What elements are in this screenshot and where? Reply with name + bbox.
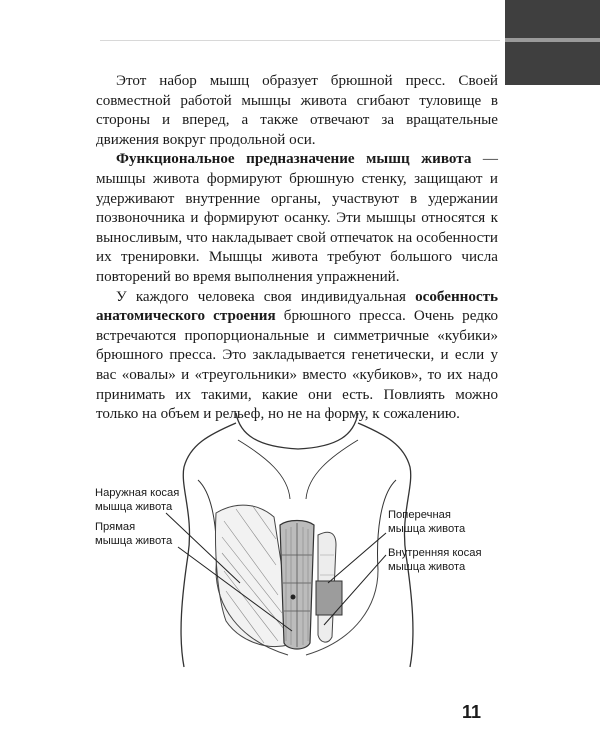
page-number: 11 [462,702,482,722]
label-external-oblique-line1: Наружная косая [95,487,180,499]
label-rectus [95,521,172,548]
label-transverse [388,509,465,536]
label-transverse-line2: мышца живота [388,522,466,535]
internal-oblique-muscle [316,581,342,615]
paragraph-3-term: особенность анатомического строения [96,288,498,325]
paragraph-1: Этот набор мышц образует брюшной пресс. Своей совместной работой мышцы живота сгибают туловище в стороны и вперед, а также отвечают за вращательные движения вокруг продольной оси. [96,73,498,148]
neck-line [236,413,358,449]
edge-tab-band [505,38,600,42]
paragraph-2-term: Функциональное предназначение мышц живота [116,151,472,168]
label-internal-oblique [388,547,482,574]
label-transverse-line1: Поперечная [388,509,451,521]
paragraph-2-text: — мышцы живота формируют брюшную стенку, защищают и удерживают внутренние органы, участвуют в удержании позвоночника и формируют осанку. Эти мышцы относятся к выносливым, что накладывает свой отпечаток на особенности их тренировки. Мышцы живота требуют большого числа повторений во время выполнения упражнений. [96,151,498,285]
left-chest-line [238,440,290,499]
body-text [96,72,498,425]
label-rectus-line2: мышца живота [95,534,173,547]
navel [291,595,296,600]
left-arm-line [198,480,216,570]
right-chest-line [306,440,358,499]
rectus-abdominis-muscle [280,521,314,650]
paragraph-3-text: брюшного пресса. Очень редко встречаются пропорциональные и симметричные «кубики» брюшного пресса. Это закладывается генетически, и если у вас «овалы» и «треугольники» вместо «кубиков», то их надо принимать их такими, какие они есть. Повлиять можно только на объем и рельеф, но не на форму, к сожалению. [96,308,498,423]
label-internal-oblique-line2: мышца живота [388,560,466,573]
paragraph-2 [96,150,498,287]
label-external-oblique-line2: мышца живота [95,500,173,513]
chapter-edge-tab [505,0,600,85]
header-rule [100,40,500,41]
label-rectus-line1: Прямая [95,521,136,533]
label-external-oblique [95,487,179,514]
paragraph-3-intro: У каждого человека своя индивидуальная [116,288,416,305]
external-oblique-muscle [215,505,288,647]
right-body-outline [358,423,413,667]
label-internal-oblique-line1: Внутренняя косая [388,547,482,559]
